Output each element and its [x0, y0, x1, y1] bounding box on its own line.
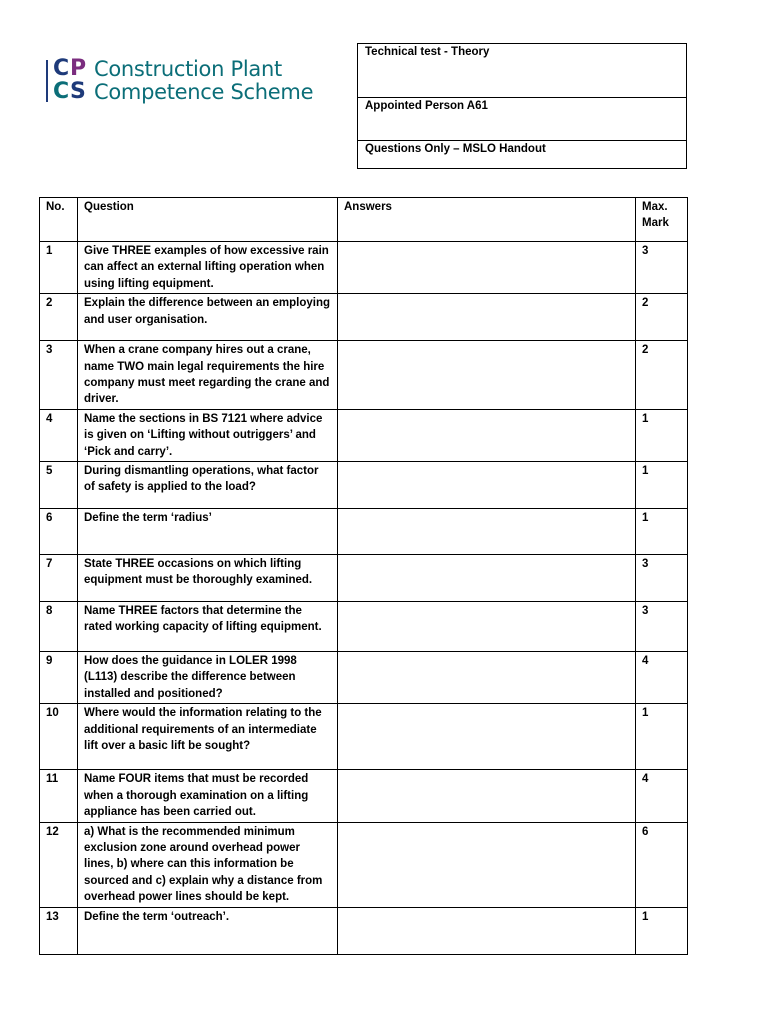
question-text: Where would the information relating to the additional requirements of an intermediate lift over a basic lift be sought? [78, 704, 338, 770]
col-header-question: Question [78, 198, 338, 242]
table-row [40, 555, 688, 602]
table-row [40, 509, 688, 555]
row-number: 11 [40, 770, 78, 822]
answer-cell[interactable] [338, 555, 636, 602]
col-header-answers: Answers [338, 198, 636, 242]
logo-mark [53, 58, 91, 104]
question-text: When a crane company hires out a crane, name TWO main legal requirements the hire company must meet regarding the crane and driver. [78, 341, 338, 410]
answer-cell[interactable] [338, 242, 636, 294]
max-mark: 3 [636, 242, 688, 294]
max-mark: 4 [636, 652, 688, 704]
logo-text-line2: Competence Scheme [94, 80, 314, 104]
max-mark: 3 [636, 555, 688, 602]
answer-cell[interactable] [338, 822, 636, 907]
question-text: Give THREE examples of how excessive rain can affect an external lifting operation when using lifting equipment. [78, 242, 338, 294]
max-mark: 1 [636, 462, 688, 509]
answer-cell[interactable] [338, 652, 636, 704]
logo-letter-p: P [70, 56, 87, 81]
answer-cell[interactable] [338, 294, 636, 341]
max-mark: 2 [636, 294, 688, 341]
question-text: Define the term ‘radius’ [78, 509, 338, 555]
header-box [357, 43, 687, 169]
table-row [40, 602, 688, 652]
answer-cell[interactable] [338, 462, 636, 509]
row-number: 13 [40, 907, 78, 954]
table-row [40, 822, 688, 907]
table-row [40, 294, 688, 341]
answer-cell[interactable] [338, 409, 636, 461]
header-handout: Questions Only – MSLO Handout [365, 143, 546, 155]
answer-cell[interactable] [338, 509, 636, 555]
table-row [40, 704, 688, 770]
header-appointed-person: Appointed Person A61 [358, 98, 686, 141]
logo-text [94, 58, 313, 104]
row-number: 6 [40, 509, 78, 555]
max-mark: 2 [636, 341, 688, 410]
question-text: How does the guidance in LOLER 1998 (L113) describe the difference between installed and positioned? [78, 652, 338, 704]
header-test-title: Technical test - Theory [358, 44, 686, 98]
answer-cell[interactable] [338, 341, 636, 410]
row-number: 3 [40, 341, 78, 410]
answer-cell[interactable] [338, 770, 636, 822]
question-text: Define the term ‘outreach’. [78, 907, 338, 954]
max-mark: 1 [636, 907, 688, 954]
question-text: State THREE occasions on which lifting equipment must be thoroughly examined. [78, 555, 338, 602]
logo-text-line1: Construction Plant [94, 57, 282, 81]
row-number: 2 [40, 294, 78, 341]
table-row [40, 462, 688, 509]
row-number: 7 [40, 555, 78, 602]
table-row [40, 409, 688, 461]
table-row [40, 907, 688, 954]
table-body [40, 242, 688, 955]
table-row [40, 341, 688, 410]
row-number: 12 [40, 822, 78, 907]
max-mark: 1 [636, 704, 688, 770]
col-header-max-mark: Max. Mark [636, 198, 688, 242]
question-text: Name FOUR items that must be recorded when a thorough examination on a lifting appliance has been carried out. [78, 770, 338, 822]
answer-cell[interactable] [338, 704, 636, 770]
col-header-no: No. [40, 198, 78, 242]
row-number: 5 [40, 462, 78, 509]
table-header-row [40, 198, 688, 242]
max-mark: 3 [636, 602, 688, 652]
answer-cell[interactable] [338, 907, 636, 954]
row-number: 9 [40, 652, 78, 704]
logo-letter-c1: C [53, 56, 70, 81]
question-text: Name the sections in BS 7121 where advice is given on ‘Lifting without outriggers’ and ‘Pick and carry’. [78, 409, 338, 461]
max-mark: 6 [636, 822, 688, 907]
answer-cell[interactable] [338, 602, 636, 652]
max-mark: 4 [636, 770, 688, 822]
table-row [40, 770, 688, 822]
logo-letter-c2: C [53, 79, 70, 104]
logo-bar [46, 60, 48, 102]
question-text: Name THREE factors that determine the rated working capacity of lifting equipment. [78, 602, 338, 652]
question-text: Explain the difference between an employing and user organisation. [78, 294, 338, 341]
row-number: 8 [40, 602, 78, 652]
row-number: 1 [40, 242, 78, 294]
table-row [40, 242, 688, 294]
row-number: 4 [40, 409, 78, 461]
max-mark: 1 [636, 509, 688, 555]
row-number: 10 [40, 704, 78, 770]
table-row [40, 652, 688, 704]
question-text: a) What is the recommended minimum exclusion zone around overhead power lines, b) where can this information be sourced and c) explain why a distance from overhead power lines should be kept. [78, 822, 338, 907]
logo-letter-s: S [70, 79, 86, 104]
question-table [39, 197, 688, 955]
max-mark: 1 [636, 409, 688, 461]
question-text: During dismantling operations, what factor of safety is applied to the load? [78, 462, 338, 509]
